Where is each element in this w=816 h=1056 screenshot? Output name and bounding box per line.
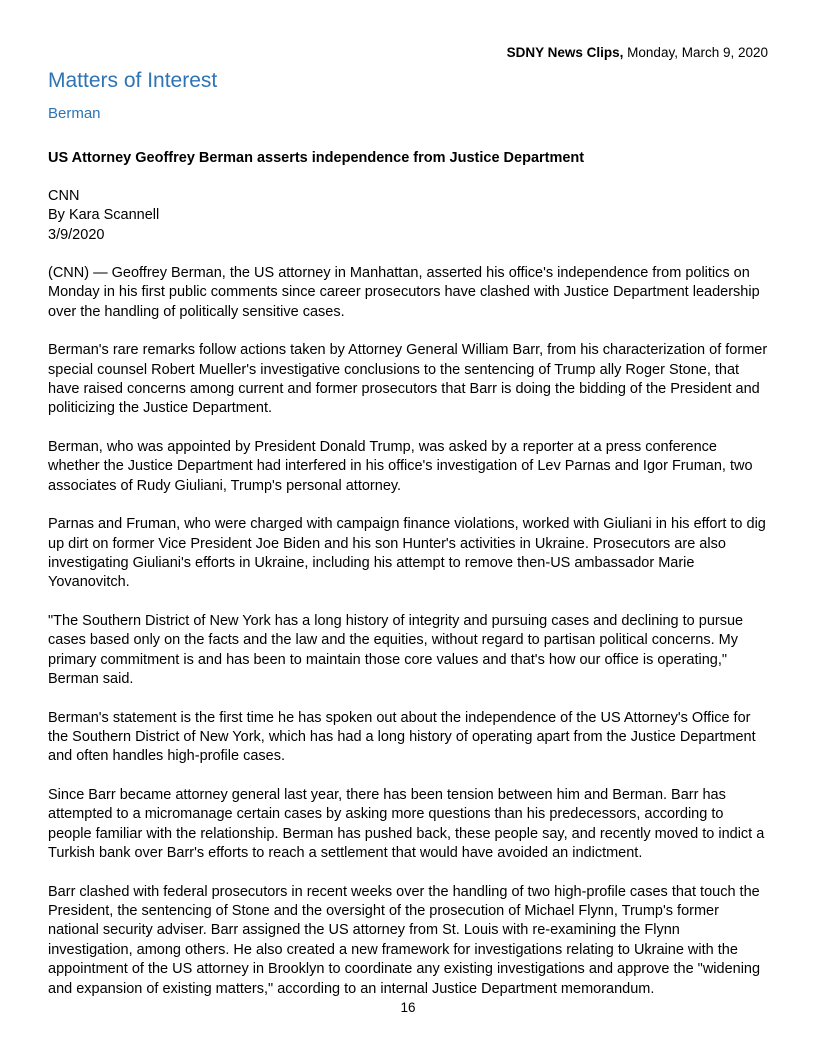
header-date: Monday, March 9, 2020 xyxy=(623,45,768,60)
page-header xyxy=(48,44,768,62)
article-paragraph: Parnas and Fruman, who were charged with campaign finance violations, worked with Giuliani in his effort to dig up dirt on former Vice President Joe Biden and his son Hunter's activities in Ukraine. Prosecutors are also investigating Giuliani's efforts in Ukraine, including his attempt to remove then-US ambassador Marie Yovanovitch. xyxy=(48,516,766,591)
article-date: 3/9/2020 xyxy=(48,226,105,243)
article-byline: By Kara Scannell xyxy=(48,207,160,224)
article-paragraph: (CNN) — Geoffrey Berman, the US attorney in Manhattan, asserted his office's independence from politics on Monday in his first public comments since career prosecutors have clashed with Justice Department leadership over the handling of politically sensitive cases. xyxy=(48,264,760,320)
page-number: 16 xyxy=(400,1000,416,1016)
article-paragraph: Barr clashed with federal prosecutors in recent weeks over the handling of two high-profile cases that touch the President, the sentencing of Stone and the oversight of the prosecution of Michael Flynn, Trump's former national security adviser. Barr assigned the US attorney from St. Louis with re-examining the Flynn investigation, among others. He also created a new framework for investigations relating to Ukraine with the appointment of the US attorney in Brooklyn to coordinate any existing investigations and approve the "widening and expansion of existing matters," according to an internal Justice Department memorandum. xyxy=(48,883,761,997)
news-clips-label: SDNY News Clips, xyxy=(506,45,624,60)
article-paragraph: Berman's statement is the first time he has spoken out about the independence of the US Attorney's Office for the Southern District of New York, which has had a long history of operating apart from the Justice Department and often handles high-profile cases. xyxy=(48,709,756,765)
article-source: CNN xyxy=(48,187,80,204)
article-headline: US Attorney Geoffrey Berman asserts independence from Justice Department xyxy=(48,150,585,167)
article-paragraph: Berman, who was appointed by President Donald Trump, was asked by a reporter at a press conference whether the Justice Department had interfered in his office's investigation of Lev Parnas and Igor Fruman, two associates of Rudy Giuliani, Trump's personal attorney. xyxy=(48,438,753,494)
article-paragraph: Berman's rare remarks follow actions taken by Attorney General William Barr, from his characterization of former special counsel Robert Mueller's investigative conclusions to the sentencing of Trump ally Roger Stone, that have raised concerns among current and former prosecutors that Barr is doing the bidding of the President and politicizing the Justice Department. xyxy=(48,342,768,417)
article-paragraph: Since Barr became attorney general last year, there has been tension between him and Berman. Barr has attempted to a micromanage certain cases by asking more questions than his predecessors, according to people familiar with the relationship. Berman has pushed back, these people say, and recently moved to indict a Turkish bank over Barr's efforts to reach a settlement that would have avoided an indictment. xyxy=(48,786,765,862)
section-heading: Berman xyxy=(48,105,101,123)
article-paragraph: "The Southern District of New York has a long history of integrity and pursuing cases and declining to pursue cases based only on the facts and the law and the equities, without regard to partisan political concerns. My primary commitment is and has been to maintain those core values and that's how our office is operating," Berman said. xyxy=(48,612,744,688)
byline-block xyxy=(48,187,768,245)
page-title: Matters of Interest xyxy=(48,69,218,93)
